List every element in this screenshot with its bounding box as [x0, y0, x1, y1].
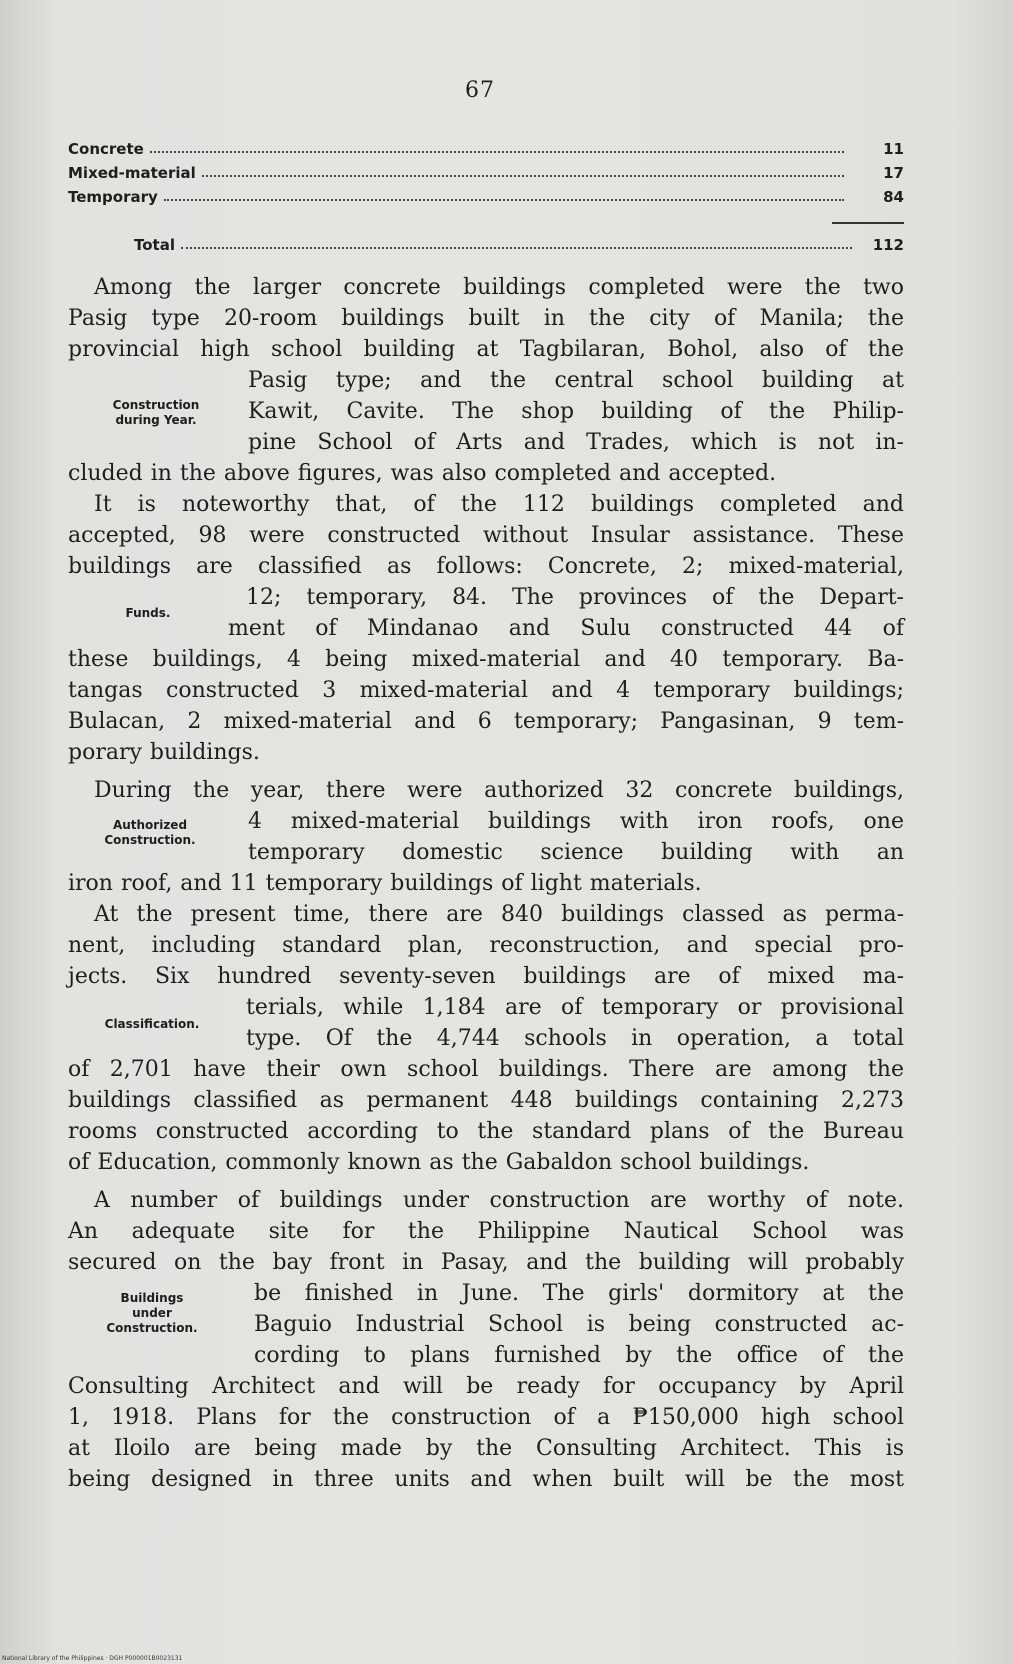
sum-rule: [832, 222, 904, 224]
paragraph-authorized: During the year, there were authorized 32 concrete buildings, 4 mixed-material buildings with iron roofs, one temporary domestic science building with an iron roof, and 11 temporary buildings of light materials.: [68, 778, 904, 896]
scan-credit: National Library of the Philippines · DGH P000001B0023131: [2, 1655, 183, 1662]
tally-row-concrete: Concrete 11: [68, 140, 904, 158]
margin-note-funds: Funds.: [125, 606, 171, 620]
paragraph-funds: It is noteworthy that, of the 112 buildings completed and accepted, 98 were constructed without Insular assistance. These buildings are classified as follows: Concrete, 2; mixed-material, 12; temporary, 84. The provinces of the Depart- ment of Mindanao and Sulu constructed 44 of these buildings, 4 being mixed-material and 40 temporary. Ba- tangas constructed 3 mixed-material and 4 temporary buildings; Bulacan, 2 mixed-material and 6 temporary; Pangasinan, 9 tem- porary buildings.: [68, 492, 904, 765]
tally-row-temporary: Temporary 84: [68, 188, 904, 206]
margin-note-construction: Construction during Year.: [112, 398, 200, 427]
margin-note-buildings-under-construction: Buildings under Construction.: [106, 1291, 198, 1335]
paragraph-classification: At the present time, there are 840 buildings classed as perma- nent, including standard plan, reconstruction, and special pro- jects. Six hundred seventy-seven buildings are of mixed ma- terials, while 1,184 are of temporary or provisional type. Of the 4,744 schools in operation, a total of 2,701 have their own school buildings. There are among the buildings classified as permanent 448 buildings containing 2,273 rooms constructed according to the standard plans of the Bureau of Education, commonly known as the Gabaldon school buildings.: [68, 902, 904, 1175]
margin-note-authorized-construction: Authorized Construction.: [104, 818, 196, 847]
tally-row-total: Total 112: [134, 236, 904, 254]
paragraph-construction: Among the larger concrete buildings completed were the two Pasig type 20-room buildings built in the city of Manila; the provincial high school building at Tagbilaran, Bohol, also of the Pasig type; and the central school building at Kawit, Cavite. The shop building of the Philip- pine School of Arts and Trades, which is not in- cluded in the above figures, was also completed and accepted.: [68, 275, 904, 486]
page-number: 67: [465, 78, 495, 103]
tally-row-mixed-material: Mixed-material 17: [68, 164, 904, 182]
paragraph-under-construction: A number of buildings under construction are worthy of note. An adequate site for the Philippine Nautical School was secured on the bay front in Pasay, and the building will probably be finished in June. The girls' dormitory at the Baguio Industrial School is being constructed ac- cording to plans furnished by the office of the Consulting Architect and will be ready for occupancy by April 1, 1918. Plans for the construction of a ₱150,000 high school at Iloilo are being made by the Consulting Architect. This is being designed in three units and when built will be the most: [68, 1188, 904, 1492]
margin-note-classification: Classification.: [104, 1017, 200, 1031]
